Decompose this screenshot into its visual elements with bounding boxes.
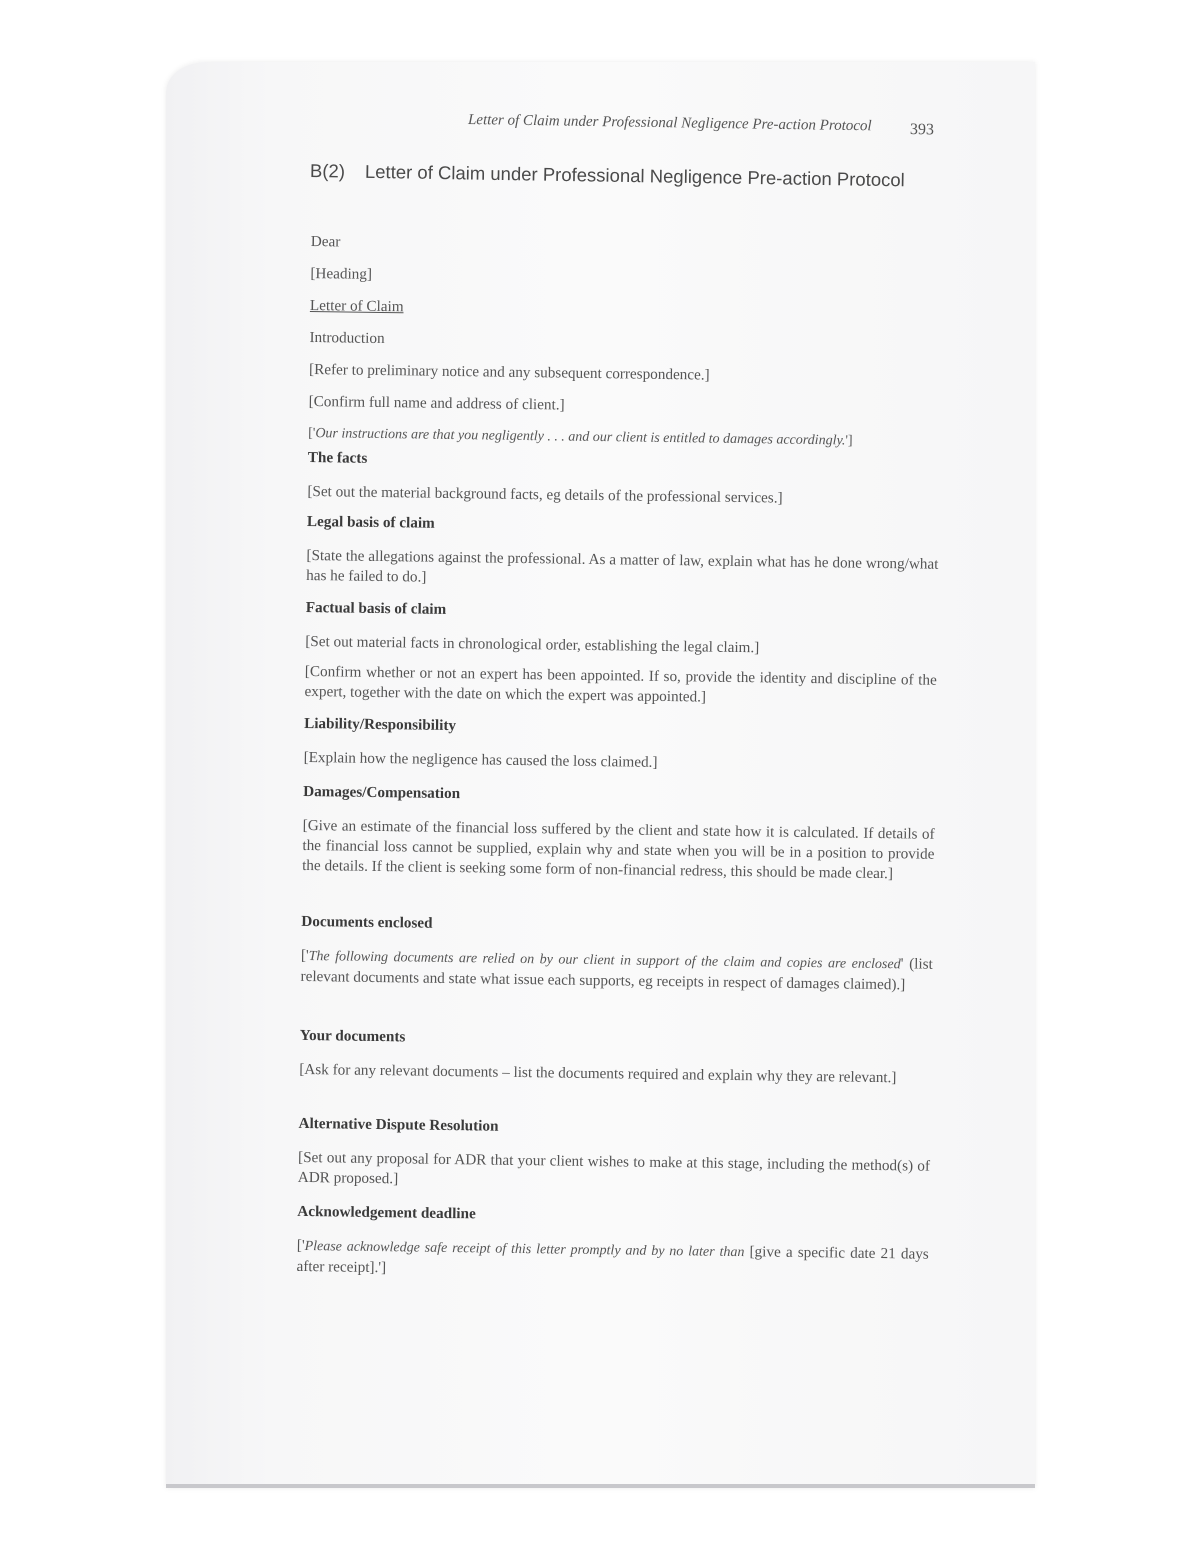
acknowledgement-rest: [give a specific date 21 days after receipt].'] <box>296 1243 929 1277</box>
intro-quote-close: '] <box>845 433 853 449</box>
introduction-label: Introduction <box>309 328 385 348</box>
factual-basis-text-1: [Set out material facts in chronological order, establishing the legal claim.] <box>305 632 760 657</box>
acknowledgement-open: [' <box>296 1236 305 1255</box>
acknowledgement-text <box>296 1236 929 1286</box>
page-edge-shadow <box>166 1484 1035 1488</box>
liability-heading: Liability/Responsibility <box>304 714 457 735</box>
damages-text: [Give an estimate of the financial loss suffered by the client and state how it is calculated. If details of the financial loss cannot be supplied, explain why and state when you will be in a position to provide the details. If the client is seeking some form of non-financial redress, this should be made clear.] <box>302 816 935 883</box>
running-head-title: Letter of Claim under Professional Negligence Pre-action Protocol <box>467 112 872 135</box>
letter-of-claim-title: Letter of Claim <box>309 296 404 316</box>
your-documents-heading: Your documents <box>299 1026 406 1046</box>
documents-enclosed-rest: ' (list relevant documents and state what issue each supports, eg receipts in respect of damages claimed).] <box>300 955 933 994</box>
acknowledgement-quote: Please acknowledge safe receipt of this letter promptly and by no later than <box>304 1239 745 1261</box>
factual-basis-text-2: [Confirm whether or not an expert has been appointed. If so, provide the identity and discipline of the expert, together with the date on which the expert was appointed.] <box>304 662 937 706</box>
acknowledgement-heading: Acknowledgement deadline <box>297 1202 476 1223</box>
documents-enclosed-open: [' <box>300 946 309 965</box>
documents-enclosed-quote: The following documents are relied on by our client in support of the claim and copies are enclosed <box>308 949 901 973</box>
factual-basis-heading: Factual basis of claim <box>305 598 447 618</box>
salutation: Dear <box>310 232 341 251</box>
adr-heading: Alternative Dispute Resolution <box>298 1114 499 1135</box>
legal-basis-text: [State the allegations against the professional. As a matter of law, explain what has he done wrong/what has he failed to do.] <box>306 546 939 586</box>
documents-enclosed-heading: Documents enclosed <box>301 912 433 932</box>
damages-heading: Damages/Compensation <box>303 782 461 803</box>
liability-text: [Explain how the negligence has caused the loss claimed.] <box>303 748 658 771</box>
intro-quote-open: [' <box>308 425 316 442</box>
facts-text: [Set out the material background facts, eg details of the professional services.] <box>307 482 783 507</box>
facts-heading: The facts <box>307 448 368 467</box>
your-documents-text: [Ask for any relevant documents – list the documents required and explain why they are relevant.] <box>299 1060 897 1087</box>
page-number: 393 <box>909 120 935 139</box>
section-title-text: Letter of Claim under Professional Negligence Pre-action Protocol <box>364 160 905 191</box>
intro-confirm-text: [Confirm full name and address of client.] <box>308 392 565 414</box>
intro-quote-text: Our instructions are that you negligently . . . and our client is entitled to damages accordingly. <box>315 426 846 449</box>
section-number: B(2) <box>309 160 346 182</box>
intro-refer-text: [Refer to preliminary notice and any subsequent correspondence.] <box>308 360 710 384</box>
heading-placeholder: [Heading] <box>310 264 373 283</box>
legal-basis-heading: Legal basis of claim <box>306 512 435 532</box>
adr-text: [Set out any proposal for ADR that your client wishes to make at this stage, including the method(s) of ADR proposed.] <box>297 1148 931 1188</box>
